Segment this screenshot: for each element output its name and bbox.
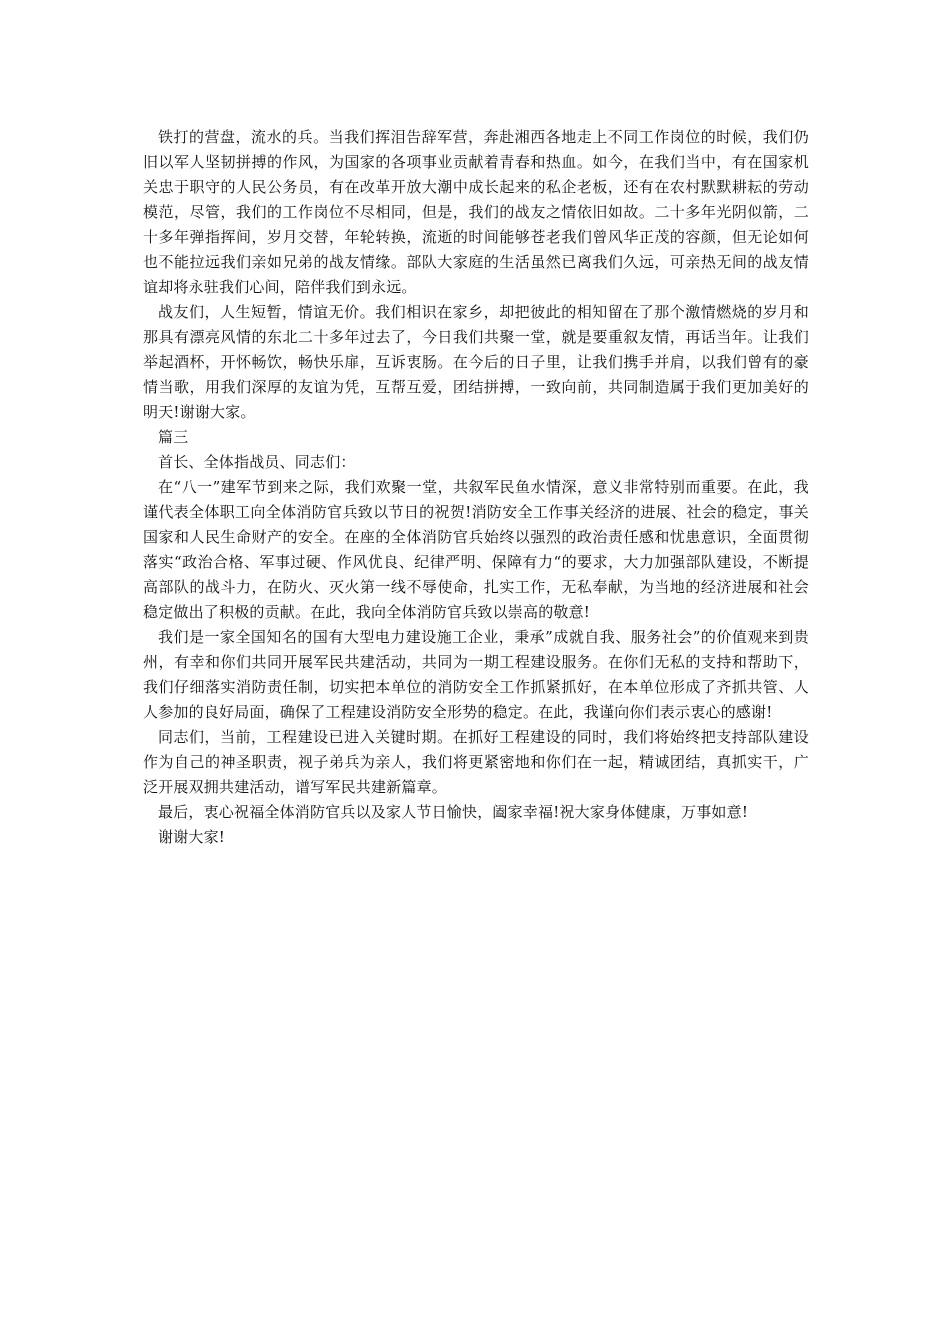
paragraph-army-day-greeting: 在“八一”建军节到来之际，我们欢聚一堂，共叙军民鱼水情深，意义非常特别而重要。在此，我谨代表全体职工向全体消防官兵致以节日的祝贺!消防安全工作事关经济的进展、社会的稳定，事关国家和人民生命财产的安全。在座的全体消防官兵始终以强烈的政治责任感和忧患意识，全面贯彻落实“政治合格、军事过硬、作风优良、纪律严明、保障有力“的要求，大力加强部队建设，不断提高部队的战斗力，在防火、灭火第一线不辱使命，扎实工作，无私奉献，为当地的经济进展和社会稳定做出了积极的贡献。在此，我向全体消防官兵致以崇高的敬意! bbox=[143, 478, 809, 621]
paragraph-commitment: 同志们，当前，工程建设已进入关键时期。在抓好工程建设的同时，我们将始终把支持部队建设作为自己的神圣职责，视子弟兵为亲人，我们将更紧密地和你们在一起，精诚团结，真抓实干，广泛开展双拥共建活动，谱写军民共建新篇章。 bbox=[143, 728, 809, 796]
paragraph-thanks: 谢谢大家! bbox=[158, 828, 226, 846]
paragraph-closing-wishes: 最后，衷心祝福全体消防官兵以及家人节日愉快，阖家幸福!祝大家身体健康，万事如意! bbox=[158, 803, 749, 821]
section-heading-part-three: 篇三 bbox=[158, 428, 189, 446]
salutation: 首长、全体指战员、同志们： bbox=[158, 453, 356, 471]
paragraph-comrades-toast: 战友们，人生短暂，情谊无价。我们相识在家乡，却把彼此的相知留在了那个激情燃烧的岁月和那具有漂亮风情的东北二十多年过去了，今日我们共聚一堂，就是要重叙友情，再话当年。让我们举起酒杯，开怀畅饮，畅快乐扉，互诉衷肠。在今后的日子里，让我们携手并肩，以我们曾有的豪情当歌，用我们深厚的友谊为凭，互帮互爱，团结拼搏，一致向前，共同制造属于我们更加美好的明天!谢谢大家。 bbox=[143, 303, 809, 421]
paragraph-veterans-service: 铁打的营盘，流水的兵。当我们挥泪告辞军营，奔赴湘西各地走上不同工作岗位的时候，我们仍旧以军人坚韧拼搏的作风，为国家的各项事业贡献着青春和热血。如今，在我们当中，有在国家机关忠于职守的人民公务员，有在改革开放大潮中成长起来的私企老板，还有在农村默默耕耘的劳动模范，尽管，我们的工作岗位不尽相同，但是，我们的战友之情依旧如故。二十多年光阴似箭，二十多年弹指挥间，岁月交替，年轮转换，流逝的时间能够苍老我们曾风华正茂的容颜，但无论如何也不能拉远我们亲如兄弟的战友情缘。部队大家庭的生活虽然已离我们久远，可亲热无间的战友情谊却将永驻我们心间，陪伴我们到永远。 bbox=[143, 128, 809, 296]
document-body bbox=[143, 125, 809, 850]
paragraph-company-thanks: 我们是一家全国知名的国有大型电力建设施工企业，秉承”成就自我、服务社会”的价值观来到贵州，有幸和你们共同开展军民共建活动，共同为一期工程建设服务。在你们无私的支持和帮助下，我们仔细落实消防责任制，切实把本单位的消防安全工作抓紧抓好，在本单位形成了齐抓共管、人人参加的良好局面，确保了工程建设消防安全形势的稳定。在此，我谨向你们表示衷心的感谢! bbox=[143, 628, 809, 721]
